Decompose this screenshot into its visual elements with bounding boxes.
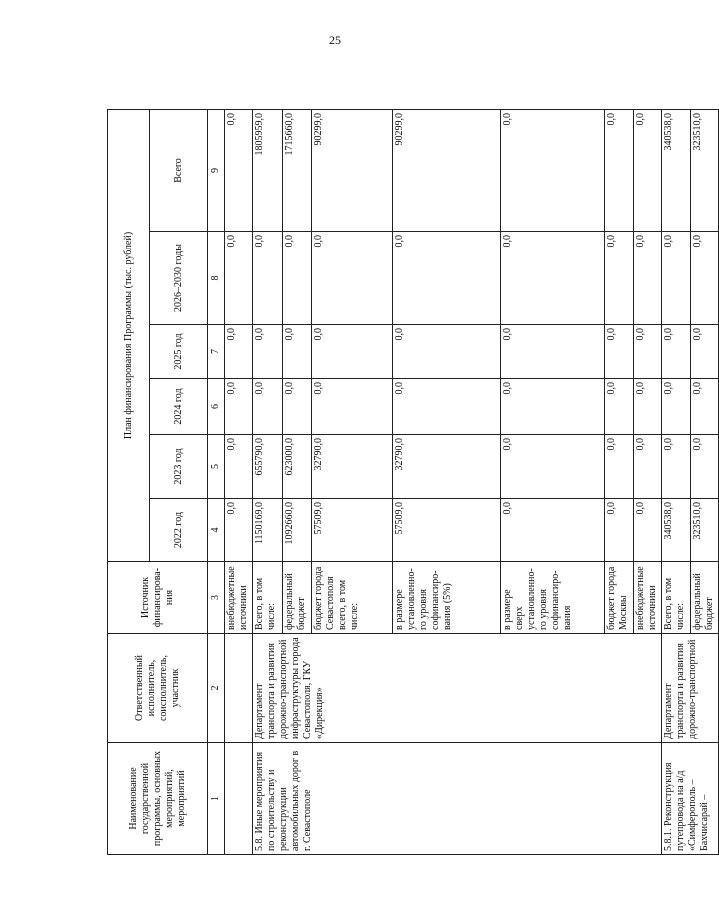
source-cell: в размере сверх установленно-го уровня софинансиро-вания — [501, 562, 605, 634]
value-cell: 0,0 — [283, 379, 312, 435]
value-cell: 0,0 — [253, 232, 283, 325]
index-cell: 6 — [208, 379, 225, 435]
value-cell: 0,0 — [605, 499, 634, 562]
source-cell: внебюджетные источники — [634, 562, 662, 634]
value-cell: 0,0 — [605, 109, 634, 231]
header-2025: 2025 год — [150, 325, 208, 379]
header-2022: 2022 год — [150, 499, 208, 562]
executor-cell: Департамент транспорта и развития дорожно-транспортной инфраструктуры города Севастополя, ГКУ «Дирекция» — [253, 634, 662, 743]
value-cell: 0,0 — [634, 109, 662, 231]
value-cell: 0,0 — [691, 325, 719, 379]
value-cell: 0,0 — [225, 109, 253, 231]
value-cell: 0,0 — [501, 499, 605, 562]
value-cell: 0,0 — [312, 379, 393, 435]
index-cell: 4 — [208, 499, 225, 562]
value-cell: 0,0 — [225, 325, 253, 379]
index-cell: 7 — [208, 325, 225, 379]
value-cell: 0,0 — [501, 109, 605, 231]
value-cell: 0,0 — [691, 379, 719, 435]
financing-table — [107, 109, 719, 855]
value-cell: 57509,0 — [393, 499, 501, 562]
value-cell: 0,0 — [283, 325, 312, 379]
value-cell: 57509,0 — [312, 499, 393, 562]
header-source: Источник финансирова-ния — [108, 562, 208, 634]
name-cell: 5.8.1. Реконструкция путепровода на а/д «Симферополь – Бахчисарай – — [662, 743, 719, 855]
rotated-table-wrapper — [107, 110, 715, 855]
value-cell: 32790,0 — [393, 435, 501, 499]
value-cell: 0,0 — [225, 379, 253, 435]
page-number: 25 — [329, 33, 341, 47]
value-cell: 1715660,0 — [283, 109, 312, 231]
value-cell: 655790,0 — [253, 435, 283, 499]
value-cell: 0,0 — [225, 435, 253, 499]
header-total: Всего — [150, 109, 208, 231]
value-cell: 1150169,0 — [253, 499, 283, 562]
value-cell: 90299,0 — [393, 109, 501, 231]
executor-cell — [225, 634, 253, 743]
value-cell: 0,0 — [605, 232, 634, 325]
value-cell: 0,0 — [691, 435, 719, 499]
value-cell: 0,0 — [253, 379, 283, 435]
table-row — [253, 109, 283, 854]
value-cell: 0,0 — [393, 232, 501, 325]
value-cell: 0,0 — [393, 379, 501, 435]
value-cell: 0,0 — [634, 325, 662, 379]
value-cell: 0,0 — [225, 499, 253, 562]
index-cell: 5 — [208, 435, 225, 499]
table-row — [225, 109, 253, 854]
value-cell: 0,0 — [634, 379, 662, 435]
source-cell: федеральный бюджет — [283, 562, 312, 634]
value-cell: 0,0 — [662, 379, 691, 435]
value-cell: 323510,0 — [691, 499, 719, 562]
value-cell: 0,0 — [634, 499, 662, 562]
value-cell: 0,0 — [312, 325, 393, 379]
value-cell: 0,0 — [501, 379, 605, 435]
value-cell: 0,0 — [662, 325, 691, 379]
index-cell: 9 — [208, 109, 225, 231]
value-cell: 323510,0 — [691, 109, 719, 231]
source-cell: бюджет города Севастополя всего, в том числе: — [312, 562, 393, 634]
value-cell: 0,0 — [283, 232, 312, 325]
value-cell: 0,0 — [253, 325, 283, 379]
source-cell: внебюджетные источники — [225, 562, 253, 634]
value-cell: 0,0 — [605, 379, 634, 435]
value-cell: 32790,0 — [312, 435, 393, 499]
header-2024: 2024 год — [150, 379, 208, 435]
header-2026-2030: 2026–2030 годы — [150, 232, 208, 325]
value-cell: 0,0 — [393, 325, 501, 379]
name-cell: 5.8. Иные мероприятия по строительству и реконструкции автомобильных дорог в г. Севастополе — [253, 743, 662, 855]
source-cell: бюджет города Москвы — [605, 562, 634, 634]
value-cell: 0,0 — [634, 435, 662, 499]
source-cell: Всего, в том числе: — [253, 562, 283, 634]
value-cell: 1092660,0 — [283, 499, 312, 562]
header-executor: Ответственный исполнитель, соисполнитель, участник — [108, 634, 208, 743]
value-cell: 623000,0 — [283, 435, 312, 499]
value-cell: 90299,0 — [312, 109, 393, 231]
index-cell: 3 — [208, 562, 225, 634]
value-cell: 0,0 — [225, 232, 253, 325]
value-cell: 0,0 — [312, 232, 393, 325]
table-row — [662, 109, 691, 854]
value-cell: 0,0 — [662, 435, 691, 499]
value-cell: 0,0 — [605, 325, 634, 379]
value-cell: 1805959,0 — [253, 109, 283, 231]
value-cell: 0,0 — [501, 325, 605, 379]
header-2023: 2023 год — [150, 435, 208, 499]
source-cell: федеральный бюджет — [691, 562, 719, 634]
value-cell: 0,0 — [634, 232, 662, 325]
value-cell: 0,0 — [501, 232, 605, 325]
index-cell: 8 — [208, 232, 225, 325]
executor-cell: Департамент транспорта и развития дорожно-транспортной — [662, 634, 719, 743]
value-cell: 340538,0 — [662, 499, 691, 562]
value-cell: 0,0 — [662, 232, 691, 325]
index-cell: 1 — [208, 743, 225, 855]
header-name: Наименование государственной программы, основных мероприятий, мероприятий — [108, 743, 208, 855]
source-cell: Всего, в том числе: — [662, 562, 691, 634]
value-cell: 0,0 — [691, 232, 719, 325]
index-cell: 2 — [208, 634, 225, 743]
source-cell: в размере установленно-го уровня софинансиро-вания (5%) — [393, 562, 501, 634]
name-cell — [225, 743, 253, 855]
header-plan: План финансирования Программы (тыс. рублей) — [108, 109, 150, 561]
value-cell: 340538,0 — [662, 109, 691, 231]
value-cell: 0,0 — [501, 435, 605, 499]
value-cell: 0,0 — [605, 435, 634, 499]
